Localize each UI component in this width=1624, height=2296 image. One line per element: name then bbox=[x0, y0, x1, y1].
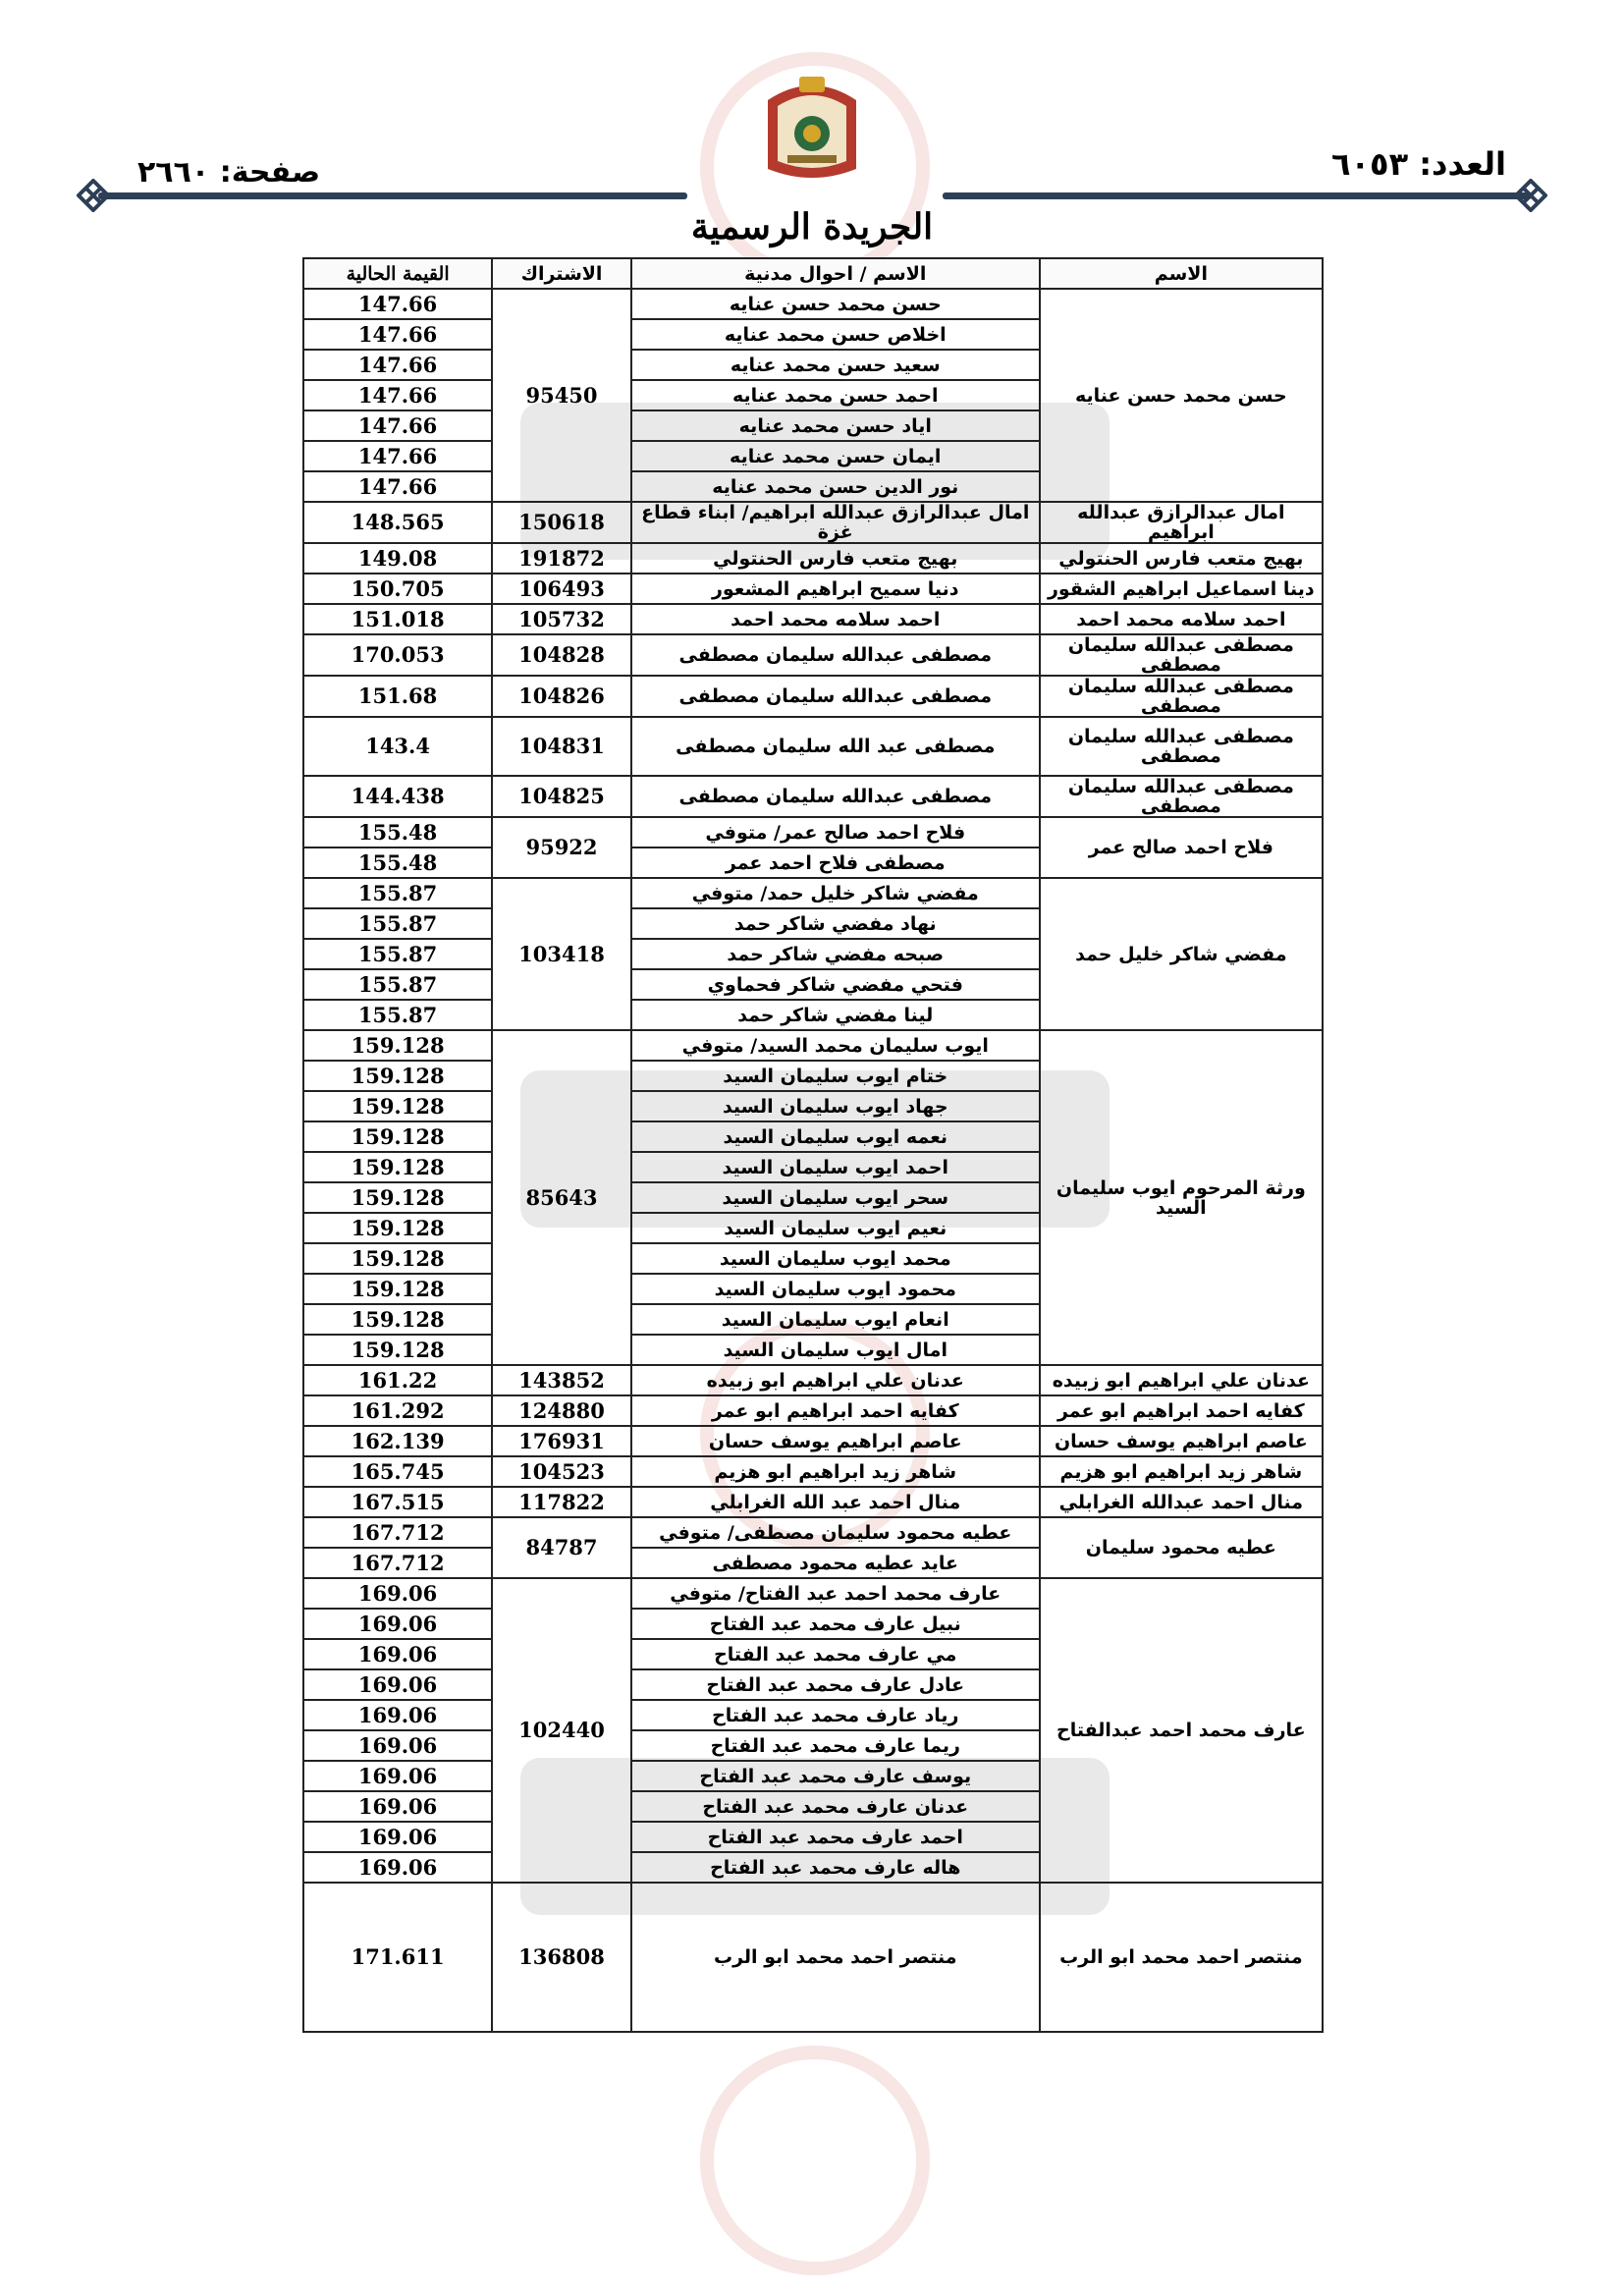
cell-subscription: 150618 bbox=[492, 502, 631, 543]
cell-current-value: 147.66 bbox=[303, 471, 492, 502]
table-row bbox=[303, 574, 1323, 604]
cell-current-value: 167.712 bbox=[303, 1548, 492, 1578]
cell-subscription: 95922 bbox=[492, 817, 631, 878]
cell-subscription: 104828 bbox=[492, 634, 631, 676]
cell-current-value: 169.06 bbox=[303, 1609, 492, 1639]
cell-civil-name: مصطفى عبدالله سليمان مصطفى bbox=[631, 634, 1040, 676]
cell-subscription: 104831 bbox=[492, 717, 631, 776]
table-row bbox=[303, 1030, 1323, 1061]
cell-civil-name: فلاح احمد صالح عمر/ متوفي bbox=[631, 817, 1040, 847]
cell-current-value: 169.06 bbox=[303, 1669, 492, 1700]
cell-civil-name: فتحي مفضي شاكر فحماوي bbox=[631, 969, 1040, 1000]
cell-current-value: 155.87 bbox=[303, 939, 492, 969]
cell-name: دينا اسماعيل ابراهيم الشقور bbox=[1040, 574, 1323, 604]
cell-current-value: 161.292 bbox=[303, 1395, 492, 1426]
cell-civil-name: احمد عارف محمد عبد الفتاح bbox=[631, 1822, 1040, 1852]
cell-current-value: 162.139 bbox=[303, 1426, 492, 1456]
table-row bbox=[303, 776, 1323, 817]
cell-current-value: 167.712 bbox=[303, 1517, 492, 1548]
cell-civil-name: جهاد ايوب سليمان السيد bbox=[631, 1091, 1040, 1121]
cell-name: منتصر احمد محمد ابو الرب bbox=[1040, 1883, 1323, 2032]
header-rule-right bbox=[943, 192, 1532, 199]
cell-civil-name: احمد حسن محمد عنايه bbox=[631, 380, 1040, 410]
cell-name: مصطفى عبدالله سليمان مصطفى bbox=[1040, 717, 1323, 776]
cell-civil-name: عادل عارف محمد عبد الفتاح bbox=[631, 1669, 1040, 1700]
cell-name: عارف محمد احمد عبدالفتاح bbox=[1040, 1578, 1323, 1883]
cell-name: منال احمد عبدالله الغرابلي bbox=[1040, 1487, 1323, 1517]
cell-civil-name: عايد عطيه محمود مصطفى bbox=[631, 1548, 1040, 1578]
cell-civil-name: سحر ايوب سليمان السيد bbox=[631, 1182, 1040, 1213]
cell-current-value: 169.06 bbox=[303, 1822, 492, 1852]
cell-civil-name: ريما عارف محمد عبد الفتاح bbox=[631, 1730, 1040, 1761]
cell-current-value: 148.565 bbox=[303, 502, 492, 543]
cell-current-value: 159.128 bbox=[303, 1243, 492, 1274]
cell-civil-name: ختام ايوب سليمان السيد bbox=[631, 1061, 1040, 1091]
cell-name: عدنان علي ابراهيم ابو زبيده bbox=[1040, 1365, 1323, 1395]
cell-civil-name: مصطفى عبدالله سليمان مصطفى bbox=[631, 676, 1040, 717]
table-row bbox=[303, 676, 1323, 717]
page-number: صفحة: ٢٦٦٠ bbox=[137, 155, 321, 190]
cell-civil-name: محمود ايوب سليمان السيد bbox=[631, 1274, 1040, 1304]
cell-name: امال عبدالرازق عبدالله ابراهيم bbox=[1040, 502, 1323, 543]
table-row bbox=[303, 289, 1323, 319]
cell-subscription: 103418 bbox=[492, 878, 631, 1030]
cell-subscription: 124880 bbox=[492, 1395, 631, 1426]
cell-current-value: 155.87 bbox=[303, 878, 492, 908]
table-row bbox=[303, 1395, 1323, 1426]
cell-current-value: 155.87 bbox=[303, 1000, 492, 1030]
cell-name: مصطفى عبدالله سليمان مصطفى bbox=[1040, 776, 1323, 817]
cell-name: فلاح احمد صالح عمر bbox=[1040, 817, 1323, 878]
cell-civil-name: احمد ايوب سليمان السيد bbox=[631, 1152, 1040, 1182]
cell-subscription: 104826 bbox=[492, 676, 631, 717]
table-row bbox=[303, 1578, 1323, 1609]
cell-current-value: 143.4 bbox=[303, 717, 492, 776]
cell-civil-name: عدنان علي ابراهيم ابو زبيده bbox=[631, 1365, 1040, 1395]
cell-civil-name: هاله عارف محمد عبد الفتاح bbox=[631, 1852, 1040, 1883]
cell-name: شاهر زيد ابراهيم ابو هزيم bbox=[1040, 1456, 1323, 1487]
cell-current-value: 169.06 bbox=[303, 1578, 492, 1609]
cell-current-value: 147.66 bbox=[303, 441, 492, 471]
table-row bbox=[303, 543, 1323, 574]
cell-current-value: 150.705 bbox=[303, 574, 492, 604]
cell-current-value: 159.128 bbox=[303, 1030, 492, 1061]
cell-civil-name: سعيد حسن محمد عنايه bbox=[631, 350, 1040, 380]
header-rule-left bbox=[98, 192, 687, 199]
cell-current-value: 169.06 bbox=[303, 1761, 492, 1791]
cell-civil-name: منتصر احمد محمد ابو الرب bbox=[631, 1883, 1040, 2032]
cell-current-value: 147.66 bbox=[303, 410, 492, 441]
issue-number: العدد: ٦٠٥٣ bbox=[1330, 145, 1506, 183]
cell-current-value: 159.128 bbox=[303, 1121, 492, 1152]
cell-civil-name: نعمه ايوب سليمان السيد bbox=[631, 1121, 1040, 1152]
cell-current-value: 144.438 bbox=[303, 776, 492, 817]
table-row bbox=[303, 717, 1323, 776]
gazette-title: الجريدة الرسمية bbox=[690, 206, 934, 247]
header-civil-name: الاسم / احوال مدنية bbox=[631, 258, 1040, 289]
cell-current-value: 147.66 bbox=[303, 380, 492, 410]
table-row bbox=[303, 817, 1323, 847]
cell-civil-name: شاهر زيد ابراهيم ابو هزيم bbox=[631, 1456, 1040, 1487]
cell-civil-name: مي عارف محمد عبد الفتاح bbox=[631, 1639, 1040, 1669]
cell-civil-name: منال احمد عبد الله الغرابلي bbox=[631, 1487, 1040, 1517]
table-row bbox=[303, 1883, 1323, 2032]
cell-civil-name: انعام ايوب سليمان السيد bbox=[631, 1304, 1040, 1335]
records-body bbox=[303, 289, 1323, 2032]
cell-civil-name: كفايه احمد ابراهيم ابو عمر bbox=[631, 1395, 1040, 1426]
header-current-value: القيمة الحالية bbox=[303, 258, 492, 289]
cell-current-value: 169.06 bbox=[303, 1730, 492, 1761]
cell-name: مصطفى عبدالله سليمان مصطفى bbox=[1040, 634, 1323, 676]
cell-current-value: 161.22 bbox=[303, 1365, 492, 1395]
cell-civil-name: اخلاص حسن محمد عنايه bbox=[631, 319, 1040, 350]
cell-current-value: 159.128 bbox=[303, 1213, 492, 1243]
cell-civil-name: محمد ايوب سليمان السيد bbox=[631, 1243, 1040, 1274]
cell-civil-name: صبحه مفضي شاكر حمد bbox=[631, 939, 1040, 969]
cell-subscription: 191872 bbox=[492, 543, 631, 574]
cell-civil-name: ايمان حسن محمد عنايه bbox=[631, 441, 1040, 471]
cell-civil-name: رياد عارف محمد عبد الفتاح bbox=[631, 1700, 1040, 1730]
table-row bbox=[303, 1487, 1323, 1517]
cell-name: كفايه احمد ابراهيم ابو عمر bbox=[1040, 1395, 1323, 1426]
table-row bbox=[303, 1456, 1323, 1487]
cell-civil-name: نبيل عارف محمد عبد الفتاح bbox=[631, 1609, 1040, 1639]
cell-current-value: 167.515 bbox=[303, 1487, 492, 1517]
table-row bbox=[303, 1426, 1323, 1456]
cell-civil-name: احمد سلامه محمد احمد bbox=[631, 604, 1040, 634]
cell-subscription: 136808 bbox=[492, 1883, 631, 2032]
header-subscription: الاشتراك bbox=[492, 258, 631, 289]
cell-subscription: 85643 bbox=[492, 1030, 631, 1365]
cell-civil-name: اياد حسن محمد عنايه bbox=[631, 410, 1040, 441]
cell-civil-name: عارف محمد احمد عبد الفتاح/ متوفي bbox=[631, 1578, 1040, 1609]
cell-current-value: 151.68 bbox=[303, 676, 492, 717]
cell-name: بهيج متعب فارس الحنتولي bbox=[1040, 543, 1323, 574]
cell-civil-name: امال ايوب سليمان السيد bbox=[631, 1335, 1040, 1365]
cell-current-value: 159.128 bbox=[303, 1182, 492, 1213]
cell-current-value: 147.66 bbox=[303, 350, 492, 380]
cell-current-value: 169.06 bbox=[303, 1791, 492, 1822]
cell-subscription: 84787 bbox=[492, 1517, 631, 1578]
cell-name: مفضي شاكر خليل حمد bbox=[1040, 878, 1323, 1030]
cell-civil-name: نعيم ايوب سليمان السيد bbox=[631, 1213, 1040, 1243]
cell-civil-name: عطيه محمود سليمان مصطفى/ متوفي bbox=[631, 1517, 1040, 1548]
cell-name: مصطفى عبدالله سليمان مصطفى bbox=[1040, 676, 1323, 717]
table-header-row bbox=[303, 258, 1323, 289]
cell-current-value: 171.611 bbox=[303, 1883, 492, 2032]
cell-current-value: 155.87 bbox=[303, 908, 492, 939]
cell-current-value: 147.66 bbox=[303, 289, 492, 319]
cell-subscription: 176931 bbox=[492, 1426, 631, 1456]
header-name: الاسم bbox=[1040, 258, 1323, 289]
cell-civil-name: امال عبدالرازق عبدالله ابراهيم/ ابناء قطاع غزة bbox=[631, 502, 1040, 543]
cell-civil-name: مصطفى عبدالله سليمان مصطفى bbox=[631, 776, 1040, 817]
cell-current-value: 169.06 bbox=[303, 1852, 492, 1883]
cell-current-value: 151.018 bbox=[303, 604, 492, 634]
cell-civil-name: نور الدين حسن محمد عنايه bbox=[631, 471, 1040, 502]
cell-subscription: 104523 bbox=[492, 1456, 631, 1487]
cell-subscription: 104825 bbox=[492, 776, 631, 817]
cell-subscription: 102440 bbox=[492, 1578, 631, 1883]
cell-name: عطيه محمود سليمان bbox=[1040, 1517, 1323, 1578]
cell-name: ورثة المرحوم ايوب سليمان السيد bbox=[1040, 1030, 1323, 1365]
cell-civil-name: نهاد مفضي شاكر حمد bbox=[631, 908, 1040, 939]
cell-subscription: 143852 bbox=[492, 1365, 631, 1395]
cell-civil-name: مصطفى فلاح احمد عمر bbox=[631, 847, 1040, 878]
cell-current-value: 159.128 bbox=[303, 1091, 492, 1121]
cell-civil-name: دنيا سميح ابراهيم المشعور bbox=[631, 574, 1040, 604]
table-row bbox=[303, 634, 1323, 676]
cell-current-value: 169.06 bbox=[303, 1700, 492, 1730]
cell-civil-name: بهيج متعب فارس الحنتولي bbox=[631, 543, 1040, 574]
cell-current-value: 147.66 bbox=[303, 319, 492, 350]
cell-subscription: 95450 bbox=[492, 289, 631, 502]
cell-name: عاصم ابراهيم يوسف حسان bbox=[1040, 1426, 1323, 1456]
cell-civil-name: مفضي شاكر خليل حمد/ متوفي bbox=[631, 878, 1040, 908]
page-header bbox=[0, 0, 1624, 255]
cell-current-value: 159.128 bbox=[303, 1335, 492, 1365]
cell-name: احمد سلامه محمد احمد bbox=[1040, 604, 1323, 634]
cell-current-value: 159.128 bbox=[303, 1061, 492, 1091]
cell-civil-name: لينا مفضي شاكر حمد bbox=[631, 1000, 1040, 1030]
cell-current-value: 159.128 bbox=[303, 1274, 492, 1304]
cell-civil-name: ايوب سليمان محمد السيد/ متوفي bbox=[631, 1030, 1040, 1061]
cell-subscription: 106493 bbox=[492, 574, 631, 604]
table-row bbox=[303, 502, 1323, 543]
table-row bbox=[303, 1517, 1323, 1548]
cell-current-value: 169.06 bbox=[303, 1639, 492, 1669]
cell-current-value: 170.053 bbox=[303, 634, 492, 676]
records-table bbox=[302, 257, 1324, 2033]
cell-current-value: 159.128 bbox=[303, 1152, 492, 1182]
table-row bbox=[303, 604, 1323, 634]
cell-current-value: 165.745 bbox=[303, 1456, 492, 1487]
cell-current-value: 159.128 bbox=[303, 1304, 492, 1335]
cell-current-value: 155.87 bbox=[303, 969, 492, 1000]
cell-civil-name: حسن محمد حسن عنايه bbox=[631, 289, 1040, 319]
cell-subscription: 117822 bbox=[492, 1487, 631, 1517]
cell-civil-name: يوسف عارف محمد عبد الفتاح bbox=[631, 1761, 1040, 1791]
table-row bbox=[303, 878, 1323, 908]
cell-current-value: 155.48 bbox=[303, 817, 492, 847]
cell-civil-name: عدنان عارف محمد عبد الفتاح bbox=[631, 1791, 1040, 1822]
table-row bbox=[303, 1365, 1323, 1395]
cell-current-value: 155.48 bbox=[303, 847, 492, 878]
cell-civil-name: مصطفى عبد الله سليمان مصطفى bbox=[631, 717, 1040, 776]
jordan-coat-of-arms-icon bbox=[758, 71, 866, 189]
cell-name: حسن محمد حسن عنايه bbox=[1040, 289, 1323, 502]
cell-current-value: 149.08 bbox=[303, 543, 492, 574]
cell-civil-name: عاصم ابراهيم يوسف حسان bbox=[631, 1426, 1040, 1456]
cell-subscription: 105732 bbox=[492, 604, 631, 634]
